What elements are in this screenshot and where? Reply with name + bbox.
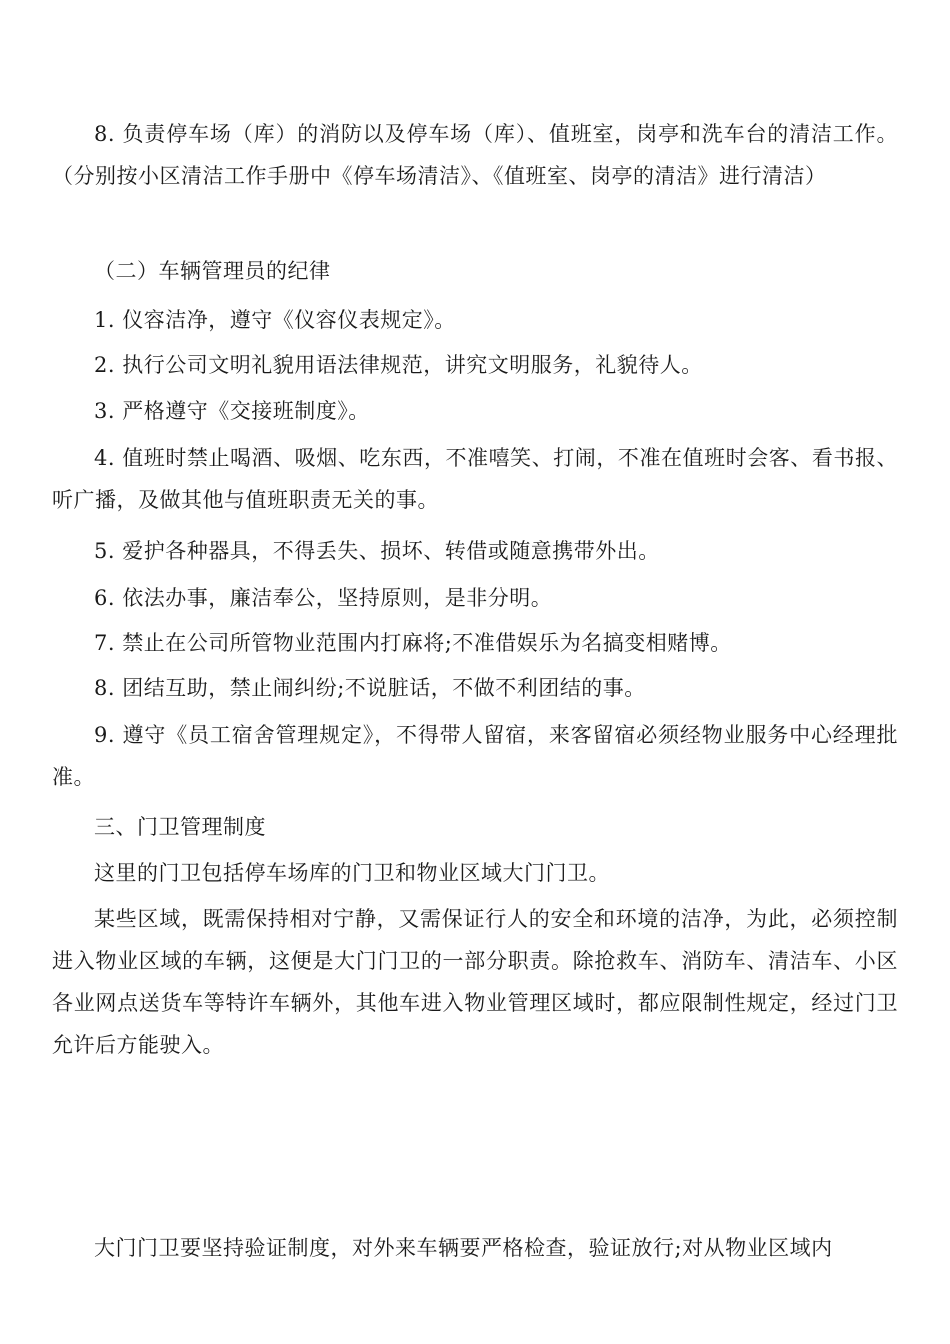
paragraph-rule-9: 9. 遵守《员工宿舍管理规定》，不得带人留宿，来客留宿必须经物业服务中心经理批准。: [52, 723, 898, 789]
paragraph-duty-8: 8. 负责停车场（库）的消防以及停车场（库）、值班室，岗亭和洗车台的清洁工作。（分别按小区清洁工作手册中《停车场清洁》、《值班室、岗亭的清洁》进行清洁）: [52, 122, 898, 188]
paragraph-gate-verification: 大门门卫要坚持验证制度，对外来车辆要严格检查，验证放行;对从物业区域内: [94, 1236, 833, 1260]
paragraph-rule-4: 4. 值班时禁止喝酒、吸烟、吃东西，不准嘻笑、打闹，不准在值班时会客、看书报、听广播，及做其他与值班职责无关的事。: [52, 446, 898, 512]
paragraph-gate-duties: 某些区域，既需保持相对宁静，又需保证行人的安全和环境的洁净，为此，必须控制进入物业区域的车辆，这便是大门门卫的一部分职责。除抢救车、消防车、清洁车、小区各业网点送货车等特许车辆外，其他车进入物业管理区域时，都应限制性规定，经过门卫允许后方能驶入。: [52, 907, 898, 1057]
paragraph-rule-1: 1. 仪容洁净，遵守《仪容仪表规定》。: [94, 308, 456, 332]
paragraph-rule-7: 7. 禁止在公司所管物业范围内打麻将;不准借娱乐为名搞变相赌博。: [94, 631, 732, 655]
paragraph-rule-6: 6. 依法办事，廉洁奉公，坚持原则，是非分明。: [94, 586, 553, 610]
section-heading-discipline: （二）车辆管理员的纪律: [94, 259, 331, 283]
paragraph-rule-3: 3. 严格遵守《交接班制度》。: [94, 399, 370, 423]
paragraph-rule-2: 2. 执行公司文明礼貌用语法律规范，讲究文明服务，礼貌待人。: [94, 353, 703, 377]
paragraph-rule-8: 8. 团结互助，禁止闹纠纷;不说脏话，不做不利团结的事。: [94, 676, 646, 700]
paragraph-gate-scope: 这里的门卫包括停车场库的门卫和物业区域大门门卫。: [94, 861, 610, 885]
section-heading-gate-management: 三、门卫管理制度: [94, 815, 266, 839]
paragraph-rule-5: 5. 爱护各种器具，不得丢失、损坏、转借或随意携带外出。: [94, 539, 660, 563]
